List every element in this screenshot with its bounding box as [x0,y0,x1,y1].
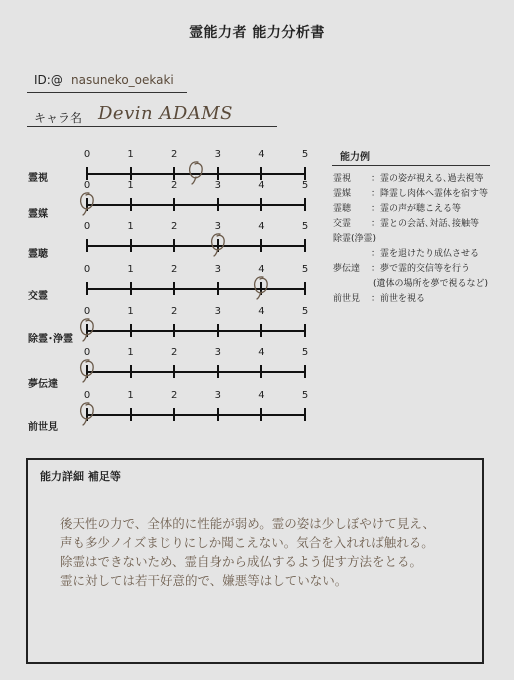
scale-tick [130,365,132,378]
scale-number: 2 [171,180,178,191]
scale-number: 0 [83,306,91,317]
selected-level-mark [251,274,271,300]
scale-axis [86,204,306,206]
scale-number: 2 [171,390,178,401]
ability-scale [83,221,309,255]
scale-tick [304,239,306,252]
scale-tick [217,198,219,211]
scale-tick [260,365,262,378]
scale-tick [304,365,306,378]
selected-level-mark [77,357,97,383]
scale-tick [173,365,175,378]
scale-number: 5 [301,390,309,401]
example-item [333,262,503,277]
scale-axis [86,330,306,332]
example-desc: ：霊との会話､対話､接触等 [371,219,480,229]
example-key: 除霊(浄霊) [333,234,377,244]
scale-number: 3 [214,149,221,160]
example-key: 交霊 [333,219,352,229]
examples-divider [332,165,490,166]
ability-label: 除霊･浄霊 [28,334,73,345]
example-desc: ：霊の声が聴こえる等 [371,204,462,214]
ability-label: 前世見 [28,422,58,433]
ability-scale [83,390,309,424]
ability-label: 霊視 [28,173,48,184]
details-line: 後天性の力で、全体的に性能が弱め。霊の姿は少しぼやけて見え、 [60,516,436,531]
scale-number: 1 [127,264,134,275]
scale-tick [217,167,219,180]
scale-number: 3 [214,347,221,358]
scale-tick [304,408,306,421]
scale-tick [130,239,132,252]
character-name-value: Devin ADAMS [98,103,234,124]
scale-axis [86,414,306,416]
example-desc: ：霊の姿が視える､過去視等 [371,174,484,184]
ability-scale [83,149,309,183]
example-item [333,292,503,307]
scale-tick [173,167,175,180]
scale-tick [86,282,88,295]
scale-number: 4 [258,306,265,317]
scale-number: 5 [301,149,309,160]
example-key: 霊聴 [333,204,352,214]
scale-number: 4 [258,264,265,275]
scale-tick [217,365,219,378]
scale-axis [86,245,306,247]
example-item [333,172,503,187]
scale-number: 4 [258,347,265,358]
example-key: 霊視 [333,174,352,184]
character-name-underline [27,126,277,127]
selected-level-mark [77,190,97,216]
scale-axis [86,371,306,373]
scale-tick [130,167,132,180]
scale-tick [86,239,88,252]
selected-level-mark [77,400,97,426]
ability-scale [83,306,309,340]
examples-list [333,172,503,307]
scale-tick [173,408,175,421]
details-box [26,458,484,664]
scale-number: 1 [127,180,134,191]
scale-number: 0 [83,149,91,160]
scale-number: 5 [301,347,309,358]
ability-label: 夢伝達 [28,379,58,390]
scale-tick [304,324,306,337]
scale-number: 1 [127,347,134,358]
selected-level-mark [77,316,97,342]
scale-tick [260,198,262,211]
scale-tick [130,198,132,211]
id-value: nasuneko_oekaki [71,73,174,87]
example-item [333,187,503,202]
details-line: 除霊はできないため、霊自身から成仏するよう促す方法をとる。 [60,554,423,569]
scale-tick [130,282,132,295]
example-item [333,232,503,247]
example-desc: ：降霊し肉体へ霊体を宿す等 [371,189,489,199]
scale-tick [304,282,306,295]
scale-tick [173,282,175,295]
example-desc: ：夢で霊的交信等を行う [371,264,471,274]
scale-number: 1 [127,149,134,160]
scale-number: 4 [258,180,265,191]
details-line: 声も多少ノイズまじりにしか聞こえない。気合を入れれば触れる。 [60,535,434,550]
example-key: 夢伝達 [333,264,361,274]
scale-tick [217,324,219,337]
scale-tick [217,282,219,295]
scale-number: 3 [214,221,221,232]
ability-label: 霊聴 [28,249,48,260]
example-key: 前世見 [333,294,361,304]
details-title: 能力詳細 補足等 [40,470,121,483]
details-line: 霊に対しては若干好意的で、嫌悪等はしていない。 [60,573,348,588]
scale-axis [86,288,306,290]
example-item [333,247,503,262]
ability-label: 霊媒 [28,209,48,220]
scale-number: 3 [214,180,221,191]
scale-number: 2 [171,347,178,358]
id-label: ID:@ [34,73,63,87]
scale-number: 2 [171,149,178,160]
ability-scale [83,264,309,298]
scale-number: 1 [127,221,134,232]
selected-level-mark [186,159,206,185]
scale-tick [86,167,88,180]
scale-number: 1 [127,390,134,401]
character-name-label: キャラ名 [34,111,83,125]
scale-tick [260,167,262,180]
scale-tick [217,408,219,421]
scale-number: 4 [258,221,265,232]
example-desc: (遺体の場所を夢で視るなど) [373,279,489,289]
scale-number: 2 [171,306,178,317]
scale-number: 1 [127,306,134,317]
scale-number: 3 [214,306,221,317]
scale-number: 5 [301,264,309,275]
scale-tick [130,408,132,421]
details-text [60,514,470,590]
scale-tick [304,198,306,211]
scale-number: 3 [214,264,221,275]
ability-scale [83,180,309,214]
ability-scale [83,347,309,381]
scale-number: 0 [83,221,91,232]
scale-number: 0 [83,390,91,401]
scale-number: 2 [171,221,178,232]
scale-number: 0 [83,180,91,191]
scale-number: 5 [301,306,309,317]
scale-tick [173,198,175,211]
scale-tick [260,239,262,252]
example-key: 霊媒 [333,189,352,199]
scale-tick [304,167,306,180]
selected-level-mark [208,231,228,257]
scale-number: 3 [214,390,221,401]
scale-number: 0 [83,264,91,275]
scale-number: 2 [171,264,178,275]
scale-tick [130,324,132,337]
example-item [333,277,503,292]
example-item [333,217,503,232]
scale-tick [260,408,262,421]
ability-label: 交霊 [28,291,48,302]
example-desc: ：前世を視る [371,294,426,304]
example-desc: ：霊を退けたり成仏させる [371,249,480,259]
id-underline [27,92,187,93]
scale-tick [173,324,175,337]
examples-title: 能力例 [340,152,370,163]
example-item [333,202,503,217]
page-title: 霊能力者 能力分析書 [189,25,325,41]
scale-number: 5 [301,180,309,191]
scale-number: 5 [301,221,309,232]
scale-number: 4 [258,149,265,160]
scale-tick [173,239,175,252]
scale-tick [260,324,262,337]
scale-number: 4 [258,390,265,401]
scale-number: 0 [83,347,91,358]
